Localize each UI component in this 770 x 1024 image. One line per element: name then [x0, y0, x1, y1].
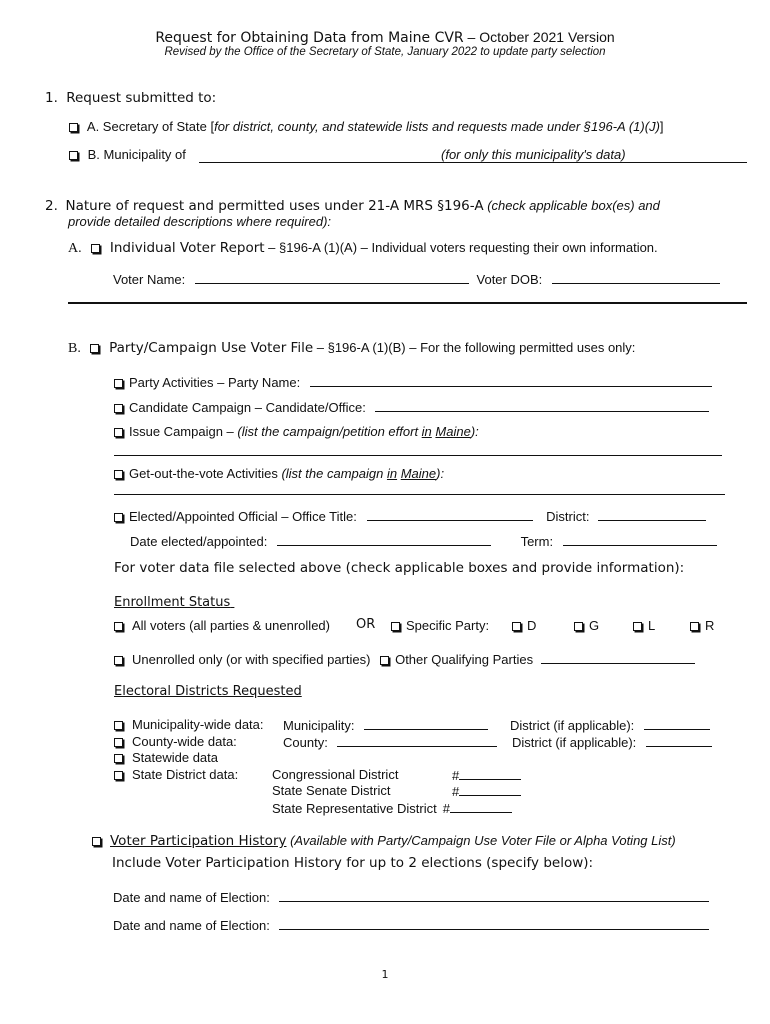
gotv-in: in — [386, 466, 398, 481]
form-title-version: – October 2021 Version — [463, 29, 615, 45]
checkbox-party-activities[interactable] — [114, 379, 123, 388]
date-elected-field[interactable] — [277, 533, 491, 546]
municipality-name-line[interactable] — [199, 162, 747, 163]
option-a-prefix: A. Secretary of State [ — [86, 119, 215, 134]
section1-title: Request submitted to: — [66, 90, 217, 106]
party-activities-label: Party Activities – Party Name: — [129, 375, 301, 390]
party-d-label: D — [527, 618, 537, 633]
voter-dob-field[interactable] — [552, 271, 720, 284]
checkbox-secretary-of-state[interactable] — [69, 123, 78, 132]
form-title — [0, 29, 770, 46]
gotv-row — [114, 466, 444, 481]
form-subtitle: Revised by the Office of the Secretary of State, January 2022 to update party selection — [164, 46, 606, 58]
party-d-option[interactable] — [512, 618, 536, 633]
election-2-row — [113, 917, 709, 933]
gotv-maine: Maine — [400, 466, 437, 481]
elected-official-row — [114, 508, 706, 524]
checkbox-other-qualifying[interactable] — [380, 656, 389, 665]
state-rep-row — [272, 800, 512, 816]
congressional-row — [272, 767, 398, 782]
unenrolled-only-label: Unenrolled only (or with specified parties) — [132, 652, 371, 667]
option-b-note: (for only this municipality's data) — [441, 147, 626, 162]
enrollment-status-heading: Enrollment Status — [114, 595, 231, 610]
county-field-row — [283, 734, 497, 750]
congressional-field[interactable] — [459, 767, 521, 780]
municipality-field[interactable] — [364, 717, 488, 730]
candidate-campaign-row — [114, 399, 709, 415]
party-campaign-title: Party/Campaign Use Voter File — [109, 340, 314, 356]
state-senate-field[interactable] — [459, 783, 521, 796]
enrollment-row-1 — [114, 618, 330, 633]
specific-party-label: Specific Party: — [406, 618, 490, 633]
issue-campaign-label: Issue Campaign – — [129, 424, 238, 439]
section2a-row — [68, 240, 658, 257]
checkbox-elected-official[interactable] — [114, 513, 123, 522]
section-divider — [68, 302, 747, 304]
section2-title-italic-2: provide detailed descriptions where required): — [68, 214, 332, 229]
state-rep-hash: # — [442, 801, 450, 816]
county-label: County: — [283, 735, 328, 750]
voter-name-row — [113, 271, 720, 287]
election-1-field[interactable] — [279, 889, 709, 902]
congressional-hash: # — [452, 768, 460, 783]
state-senate-row — [272, 783, 391, 798]
issue-campaign-close: ): — [470, 424, 479, 439]
section1-option-a[interactable] — [69, 119, 664, 134]
section2-title: Nature of request and permitted uses under 21-A MRS §196-A — [65, 198, 484, 214]
congressional-hash-row — [452, 767, 521, 783]
muni-district-row — [510, 717, 710, 733]
term-field[interactable] — [563, 533, 717, 546]
district-label: District: — [546, 509, 590, 524]
page-number: 1 — [381, 968, 389, 981]
section2b-letter: B. — [68, 341, 81, 356]
election-2-label: Date and name of Election: — [113, 918, 270, 933]
candidate-campaign-label: Candidate Campaign – Candidate/Office: — [129, 400, 366, 415]
vph-title: Voter Participation History — [110, 833, 287, 849]
statewide-label: Statewide data — [132, 750, 219, 765]
voter-data-instruction: For voter data file selected above (check applicable boxes and provide information): — [114, 560, 685, 576]
checkbox-issue-campaign[interactable] — [114, 428, 123, 437]
checkbox-all-voters[interactable] — [114, 622, 123, 631]
state-district-row — [114, 767, 238, 782]
municipality-field-row — [283, 717, 488, 733]
checkbox-specific-party[interactable] — [391, 622, 400, 631]
election-2-field[interactable] — [279, 917, 709, 930]
checkbox-candidate-campaign[interactable] — [114, 404, 123, 413]
party-name-field[interactable] — [310, 374, 712, 387]
option-a-italic: for district, county, and statewide lists and requests made under §196-A (1)(J) — [214, 119, 660, 134]
county-district-row — [512, 734, 712, 750]
section2-heading — [45, 198, 660, 214]
county-wide-label: County-wide data: — [132, 734, 237, 749]
or-label: OR — [356, 617, 376, 632]
option-a-suffix: ] — [659, 119, 664, 134]
section2a-letter: A. — [68, 241, 82, 256]
section1-number: 1. — [45, 90, 58, 106]
term-label: Term: — [520, 534, 554, 549]
section2-number: 2. — [45, 198, 58, 214]
checkbox-state-district[interactable] — [114, 771, 123, 780]
state-senate-label: State Senate District — [272, 783, 391, 798]
vph-note: (Available with Party/Campaign Use Voter File or Alpha Voting List) — [286, 833, 676, 848]
state-rep-label: State Representative District — [272, 801, 437, 816]
voter-dob-label: Voter DOB: — [476, 272, 543, 287]
candidate-office-field[interactable] — [375, 399, 709, 412]
gotv-hint: (list the campaign — [281, 466, 387, 481]
party-activities-row — [114, 374, 712, 390]
other-qualifying-field[interactable] — [541, 651, 695, 664]
party-g-label: G — [589, 618, 600, 633]
voter-name-label: Voter Name: — [113, 272, 186, 287]
checkbox-unenrolled-only[interactable] — [114, 656, 123, 665]
form-title-main: Request for Obtaining Data from Maine CVR — [155, 30, 464, 46]
state-senate-hash-row — [452, 783, 521, 799]
gotv-close: ): — [436, 466, 445, 481]
state-senate-hash: # — [452, 784, 460, 799]
individual-voter-report-desc: – §196-A (1)(A) – Individual voters requesting their own information. — [264, 240, 658, 255]
option-b-label: B. Municipality of — [87, 147, 186, 162]
county-district-field[interactable] — [646, 734, 712, 747]
checkbox-municipality-wide[interactable] — [114, 721, 123, 730]
checkbox-party-g[interactable] — [574, 622, 583, 631]
county-wide-row — [114, 734, 237, 749]
gotv-label: Get-out-the-vote Activities — [129, 466, 282, 481]
election-1-label: Date and name of Election: — [113, 890, 270, 905]
checkbox-party-r[interactable] — [690, 622, 699, 631]
date-elected-label: Date elected/appointed: — [130, 534, 268, 549]
muni-district-label: District (if applicable): — [510, 718, 635, 733]
checkbox-party-d[interactable] — [512, 622, 521, 631]
municipality-label: Municipality: — [283, 718, 355, 733]
checkbox-gotv[interactable] — [114, 470, 123, 479]
voter-name-field[interactable] — [195, 271, 469, 284]
issue-campaign-in: in — [421, 424, 432, 439]
gotv-field[interactable] — [114, 494, 725, 495]
muni-district-field[interactable] — [644, 717, 710, 730]
vph-include: Include Voter Participation History for up to 2 elections (specify below): — [112, 855, 594, 871]
enrollment-row-2 — [114, 651, 695, 667]
district-field[interactable] — [598, 508, 706, 521]
issue-campaign-field[interactable] — [114, 455, 722, 456]
muni-wide-label: Municipality-wide data: — [132, 717, 264, 732]
party-g-option[interactable] — [574, 618, 599, 633]
party-l-label: L — [648, 618, 656, 633]
congressional-label: Congressional District — [272, 767, 399, 782]
section1-option-b[interactable] — [69, 147, 186, 162]
statewide-row — [114, 750, 218, 765]
section1-heading — [45, 90, 216, 106]
muni-wide-row — [114, 717, 264, 732]
county-field[interactable] — [337, 734, 497, 747]
party-r-label: R — [705, 618, 715, 633]
checkbox-municipality[interactable] — [69, 151, 78, 160]
checkbox-party-campaign-voter-file[interactable] — [90, 344, 99, 353]
date-elected-row — [130, 533, 717, 549]
election-1-row — [113, 889, 709, 905]
specific-party-option — [391, 618, 489, 633]
issue-campaign-maine: Maine — [435, 424, 471, 439]
checkbox-statewide[interactable] — [114, 754, 123, 763]
checkbox-individual-voter-report[interactable] — [91, 244, 100, 253]
county-district-label: District (if applicable): — [512, 735, 637, 750]
party-r-option[interactable] — [690, 618, 714, 633]
section2b-row — [68, 340, 635, 357]
individual-voter-report-title: Individual Voter Report — [109, 240, 265, 256]
checkbox-county-wide[interactable] — [114, 738, 123, 747]
party-l-option[interactable] — [633, 618, 655, 633]
office-title-field[interactable] — [367, 508, 533, 521]
issue-campaign-hint: (list the campaign/petition effort — [237, 424, 422, 439]
issue-campaign-row — [114, 424, 479, 439]
checkbox-party-l[interactable] — [633, 622, 642, 631]
state-rep-field[interactable] — [450, 800, 512, 813]
elected-official-label: Elected/Appointed Official – Office Title: — [129, 509, 357, 524]
all-voters-label: All voters (all parties & unenrolled) — [132, 618, 330, 633]
state-district-label: State District data: — [132, 767, 239, 782]
electoral-districts-heading: Electoral Districts Requested — [114, 684, 302, 699]
section2-title-italic: (check applicable box(es) and — [483, 198, 660, 213]
vph-row — [92, 833, 676, 849]
other-qualifying-label: Other Qualifying Parties — [395, 652, 534, 667]
party-campaign-desc: – §196-A (1)(B) – For the following permitted uses only: — [313, 340, 636, 355]
checkbox-voter-participation-history[interactable] — [92, 837, 101, 846]
